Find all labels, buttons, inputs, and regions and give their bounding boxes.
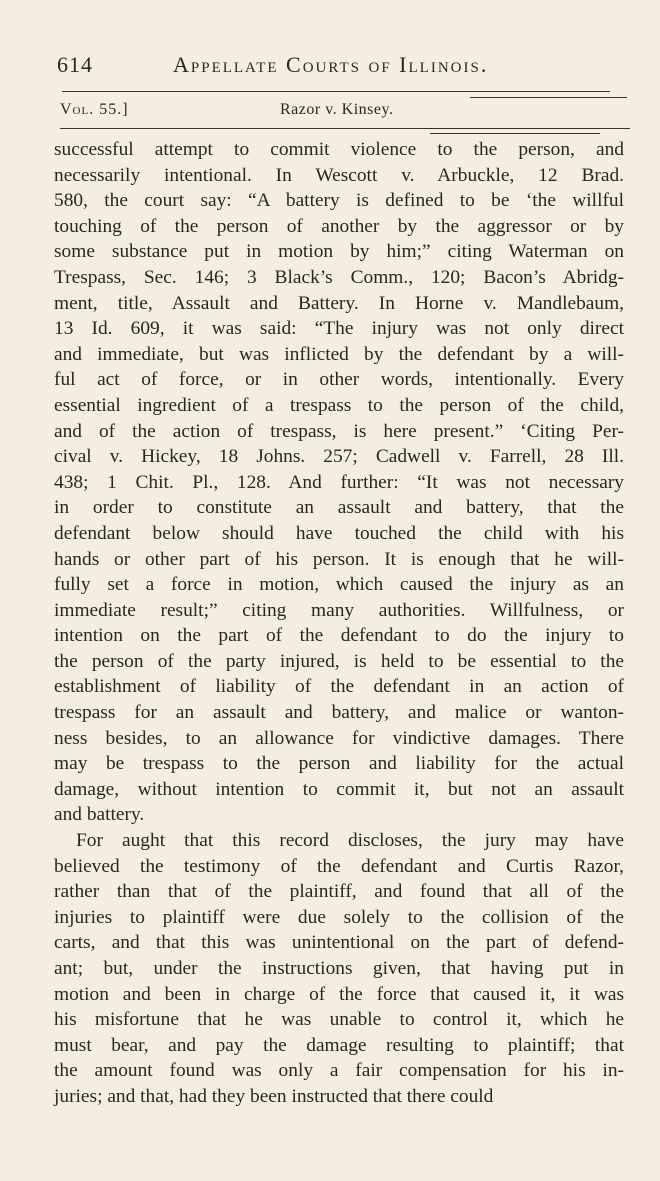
text-line: establishment of liability of the defendant in an action of	[54, 676, 624, 698]
text-line: 580, the court say: “A battery is defined to be ‘the willful	[54, 190, 624, 212]
text-line: hands or other part of his person. It is enough that he will-	[54, 548, 624, 570]
text-line: the person of the party injured, is held to be essential to the	[54, 650, 624, 672]
subheader-rule-accent	[430, 133, 600, 134]
page-number: 614	[57, 52, 93, 77]
text-line: his misfortune that he was unable to control it, which he	[54, 1009, 624, 1031]
text-line: ment, title, Assault and Battery. In Horne v. Mandlebaum,	[54, 292, 624, 314]
paragraph	[54, 828, 624, 1110]
paragraph	[54, 137, 624, 828]
text-line: ful act of force, or in other words, intentionally. Every	[54, 369, 624, 391]
text-line: and immediate, but was inflicted by the defendant by a will-	[54, 343, 624, 365]
text-line: Trespass, Sec. 146; 3 Black’s Comm., 120; Bacon’s Abridg-	[54, 266, 624, 288]
header-rule-accent	[470, 97, 627, 98]
text-line: immediate result;” citing many authorities. Willfulness, or	[54, 599, 624, 621]
page-header	[57, 52, 626, 82]
subheader-rule	[60, 128, 630, 129]
text-line: motion and been in charge of the force that caused it, it was	[54, 983, 624, 1005]
text-line: touching of the person of another by the aggressor or by	[54, 215, 624, 237]
text-line: defendant below should have touched the child with his	[54, 522, 624, 544]
text-line: may be trespass to the person and liability for the actual	[54, 753, 624, 775]
body-text	[54, 137, 624, 1110]
text-line: carts, and that this was unintentional on the part of defend-	[54, 932, 624, 954]
text-line: believed the testimony of the defendant and Curtis Razor,	[54, 855, 624, 877]
text-line: and of the action of trespass, is here present.” ‘Citing Per-	[54, 420, 624, 442]
text-line: damage, without intention to commit it, but not an assault	[54, 778, 624, 800]
text-line: intention on the part of the defendant to do the injury to	[54, 625, 624, 647]
text-line: 438; 1 Chit. Pl., 128. And further: “It was not necessary	[54, 471, 624, 493]
text-line: juries; and that, had they been instructed that there could	[54, 1085, 494, 1107]
text-line: in order to constitute an assault and battery, that the	[54, 497, 624, 519]
text-line: must bear, and pay the damage resulting to plaintiff; that	[54, 1034, 624, 1056]
text-line: necessarily intentional. In Wescott v. Arbuckle, 12 Brad.	[54, 164, 624, 186]
volume-label: Vol. 55.]	[60, 101, 129, 118]
header-rule	[62, 91, 610, 92]
text-line: injuries to plaintiff were due solely to the collision of the	[54, 906, 624, 928]
text-line: trespass for an assault and battery, and malice or wanton-	[54, 702, 624, 724]
running-title: Appellate Courts of Illinois.	[173, 52, 489, 77]
text-line: rather than that of the plaintiff, and found that all of the	[54, 881, 624, 903]
text-line: some substance put in motion by him;” citing Waterman on	[54, 241, 624, 263]
text-line: fully set a force in motion, which caused the injury as an	[54, 574, 624, 596]
case-title: Razor v. Kinsey.	[280, 101, 394, 118]
text-line: For aught that this record discloses, the jury may have	[76, 830, 624, 852]
text-line: ant; but, under the instructions given, that having put in	[54, 958, 624, 979]
text-line: and battery.	[54, 804, 145, 826]
text-line: 13 Id. 609, it was said: “The injury was not only direct	[54, 318, 624, 340]
text-line: ness besides, to an allowance for vindictive damages. There	[54, 727, 624, 749]
text-line: essential ingredient of a trespass to the person of the child,	[54, 394, 624, 416]
text-line: the amount found was only a fair compensation for his in-	[54, 1060, 624, 1082]
text-line: cival v. Hickey, 18 Johns. 257; Cadwell v. Farrell, 28 Ill.	[54, 446, 624, 468]
text-line: successful attempt to commit violence to the person, and	[54, 139, 624, 160]
